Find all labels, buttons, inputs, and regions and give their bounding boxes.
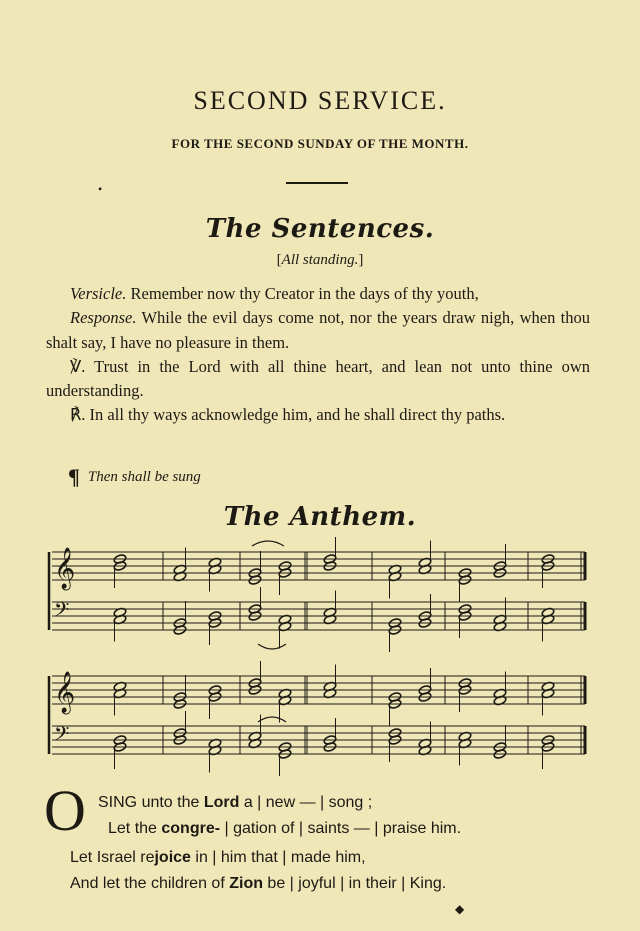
treble-clef-icon: 𝄞 [54, 672, 76, 713]
r-text: In all thy ways acknowledge him, and he shall direct thy paths. [85, 405, 506, 425]
lyric-4b: Zion [229, 874, 263, 892]
response-symbol: ℟. [70, 405, 86, 425]
bass-clef-icon: 𝄢 [54, 598, 70, 626]
lyric-3a: Let Israel re [70, 849, 155, 866]
tie-arc [258, 644, 286, 649]
lyric-1a: SING unto the [98, 794, 204, 811]
lyric-line-4 [70, 871, 446, 897]
lyric-line-1 [98, 790, 372, 816]
treble-clef-icon: 𝄞 [54, 548, 76, 589]
instruction-text: Then shall be sung [87, 469, 201, 485]
sentences-heading: The Sentences. [205, 214, 435, 244]
v-text: Trust in the Lord with all thine heart, and lean not unto thine own understanding. [46, 356, 590, 401]
rubric-close-bracket: ] [358, 252, 364, 268]
response-text: While the evil days come not, nor the years draw nigh, when thou shalt say, I have no pleasure in them. [46, 308, 590, 352]
versicle-symbol: ℣. [70, 356, 86, 376]
lyric-4c: be | joyful | in their | King. [262, 874, 447, 892]
bass-clef-icon: 𝄢 [54, 722, 70, 750]
lyric-2b: congre- [161, 819, 221, 837]
versicle-label: Versicle. [70, 284, 127, 303]
rubric-open-bracket: [ [276, 252, 282, 268]
lyric-4a: And let the children of [70, 874, 230, 892]
tie-arc [252, 541, 284, 546]
page-speck: • [98, 182, 103, 196]
lyric-1c: a | new — | song ; [239, 794, 373, 811]
lyric-line-2 [108, 816, 461, 842]
drop-cap-initial: O [44, 778, 86, 843]
response-label: Response. [70, 308, 137, 328]
versicle-text: Remember now thy Creator in the days of thy youth, [126, 284, 479, 303]
ornament-icon: ◆ [455, 902, 465, 916]
page-subtitle: FOR THE SECOND SUNDAY OF THE MONTH. [171, 136, 469, 151]
rubric-text: All standing. [281, 252, 359, 268]
lyric-3b: joice [154, 849, 191, 866]
lyric-2c: | gation of | saints — | praise him. [220, 819, 462, 837]
anthem-heading: The Anthem. [223, 502, 417, 532]
lyric-1b: Lord [203, 794, 240, 811]
pilcrow-icon: ¶ [68, 464, 80, 489]
page-title: SECOND SERVICE. [193, 86, 447, 115]
tie-arc [258, 717, 286, 722]
lyric-2a: Let the [108, 819, 162, 837]
lyric-line-3 [70, 845, 366, 871]
lyric-3c: in | him that | made him, [190, 849, 366, 866]
